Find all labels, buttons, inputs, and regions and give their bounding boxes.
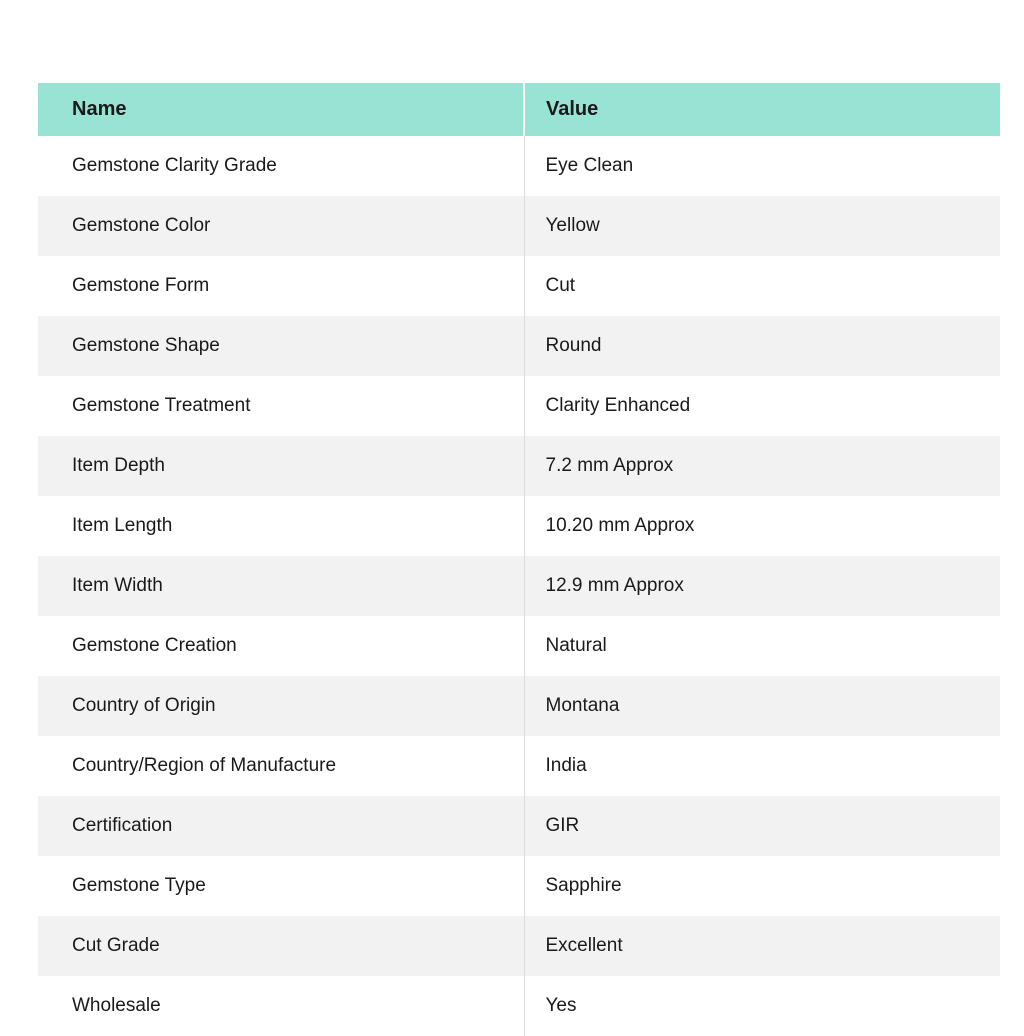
header-value: Value: [524, 83, 1000, 136]
spec-value-cell: Round: [524, 316, 1000, 376]
table-row: [38, 376, 1000, 436]
table-row: [38, 136, 1000, 196]
spec-name-cell: Gemstone Treatment: [72, 395, 251, 416]
table-row: [38, 676, 1000, 736]
spec-value-cell: Cut: [524, 256, 1000, 316]
spec-name-cell: Gemstone Shape: [72, 335, 220, 356]
spec-value-cell: 12.9 mm Approx: [524, 556, 1000, 616]
spec-name-cell: Item Depth: [72, 455, 165, 476]
spec-name-cell: Gemstone Type: [72, 875, 206, 896]
spec-value-cell: Montana: [524, 676, 1000, 736]
spec-name-cell: Gemstone Creation: [72, 635, 237, 656]
table-row: [38, 616, 1000, 676]
spec-value-cell: Clarity Enhanced: [524, 376, 1000, 436]
spec-name-cell: Wholesale: [72, 995, 161, 1016]
spec-name-cell: Country/Region of Manufacture: [72, 755, 337, 776]
item-specifics-table: [38, 83, 1000, 1036]
spec-name-cell: Item Length: [72, 515, 173, 536]
spec-value-cell: Yellow: [524, 196, 1000, 256]
table-row: [38, 196, 1000, 256]
spec-value-cell: GIR: [524, 796, 1000, 856]
spec-name-cell: Gemstone Clarity Grade: [72, 155, 277, 176]
table-row: [38, 256, 1000, 316]
table-row: [38, 916, 1000, 976]
header-name: Name: [38, 83, 524, 136]
table-row: [38, 976, 1000, 1036]
spec-value-cell: Yes: [524, 976, 1000, 1036]
spec-value-cell: India: [524, 736, 1000, 796]
spec-value-cell: Sapphire: [524, 856, 1000, 916]
spec-name-cell: Country of Origin: [72, 695, 216, 716]
spec-value-cell: 7.2 mm Approx: [524, 436, 1000, 496]
spec-name-cell: Gemstone Color: [72, 215, 211, 236]
table-row: [38, 496, 1000, 556]
table-row: [38, 796, 1000, 856]
table-row: [38, 856, 1000, 916]
spec-name-cell: Certification: [72, 815, 173, 836]
spec-name-cell: Item Width: [72, 575, 163, 596]
spec-value-cell: Excellent: [524, 916, 1000, 976]
spec-name-cell: Gemstone Form: [72, 275, 210, 296]
spec-value-cell: 10.20 mm Approx: [524, 496, 1000, 556]
table-row: [38, 316, 1000, 376]
table-row: [38, 436, 1000, 496]
table-row: [38, 736, 1000, 796]
spec-value-cell: Natural: [524, 616, 1000, 676]
spec-name-cell: Cut Grade: [72, 935, 160, 956]
table-row: [38, 556, 1000, 616]
table-header-row: [38, 83, 1000, 136]
spec-value-cell: Eye Clean: [524, 136, 1000, 196]
